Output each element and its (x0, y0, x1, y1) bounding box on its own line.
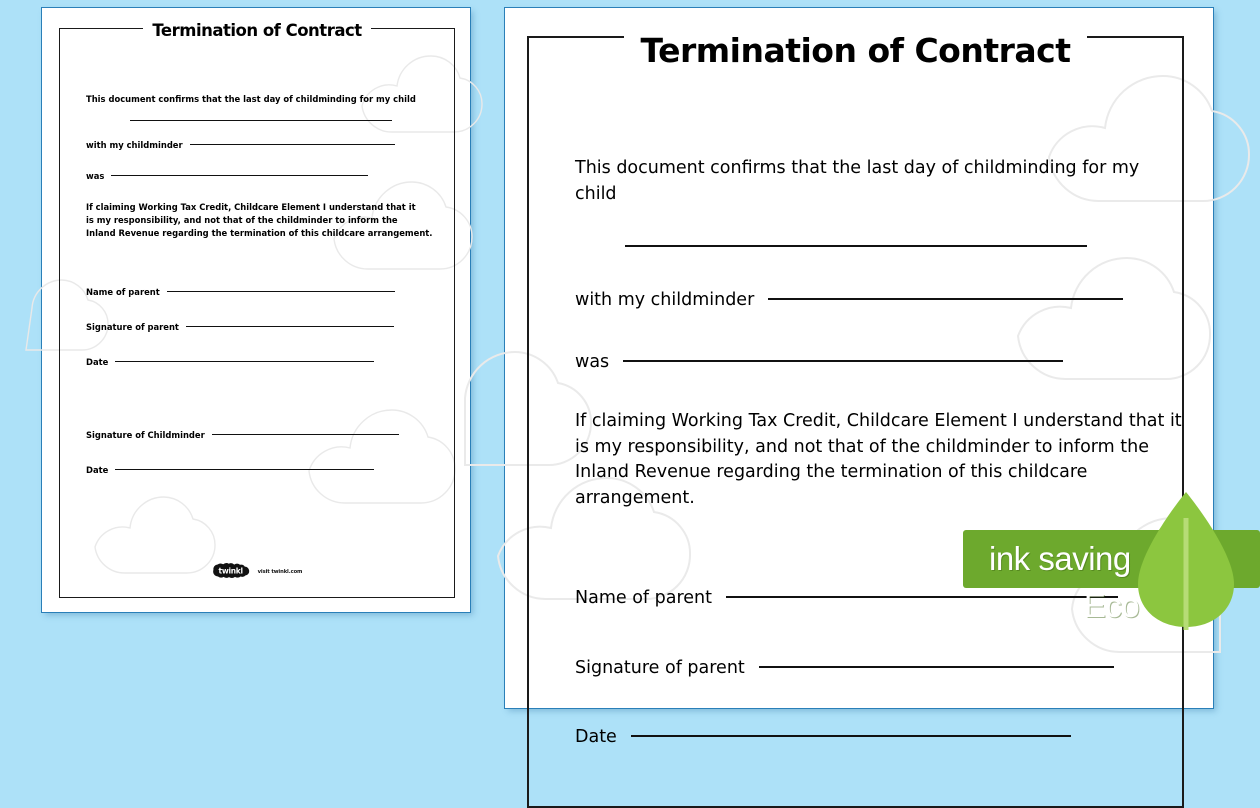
tax-credit-paragraph (86, 201, 446, 240)
field-row-date-childminder (86, 464, 446, 477)
field-row-date-parent (86, 356, 446, 369)
tax-credit-paragraph-line-1: If claiming Working Tax Credit, Childcare Element I understand that it (86, 202, 416, 212)
childminder-label: with my childminder (86, 140, 183, 150)
signature-of-parent-blank-line[interactable] (186, 326, 394, 327)
signature-of-parent-label-zoomed: Signature of parent (575, 657, 745, 678)
lead-paragraph: This document confirms that the last day of childminding for my child (86, 94, 416, 104)
name-of-parent-blank-line[interactable] (167, 291, 395, 292)
twinkl-logo[interactable] (42, 563, 470, 580)
date-parent-label: Date (86, 357, 109, 367)
tax-credit-paragraph-zoomed-line-3: Inland Revenue regarding the termination of this childcare arrangement. (575, 462, 1088, 508)
signature-of-childminder-blank-line[interactable] (212, 434, 399, 435)
parent-signature-block (86, 286, 446, 369)
field-row-was-zoomed (575, 350, 1185, 376)
field-row-signature-of-parent (86, 321, 446, 334)
child-name-blank-line[interactable] (130, 120, 392, 121)
date-parent-blank-line-zoomed[interactable] (631, 735, 1071, 737)
was-label: was (86, 171, 105, 181)
twinkl-cloud-icon (210, 563, 254, 580)
signature-of-childminder-label: Signature of Childminder (86, 430, 205, 440)
date-childminder-blank-line[interactable] (115, 469, 374, 470)
field-row-was (86, 170, 446, 183)
document-page-thumbnail[interactable] (42, 8, 470, 612)
ink-saving-eco-badge[interactable] (963, 530, 1260, 624)
was-blank-line-zoomed[interactable] (623, 360, 1063, 362)
tax-credit-paragraph-zoomed-line-1: If claiming Working Tax Credit, Childcare Element I understand that it (575, 411, 1182, 431)
tax-credit-paragraph-line-3: Inland Revenue regarding the termination of this childcare arrangement. (86, 228, 433, 238)
tax-credit-paragraph-line-2: is my responsibility, and not that of the childminder to inform the (86, 215, 398, 225)
tax-credit-paragraph-zoomed (575, 409, 1185, 511)
name-of-parent-label: Name of parent (86, 287, 160, 297)
lead-paragraph-zoomed: This document confirms that the last day of childminding for my child (575, 158, 1140, 204)
field-row-name-of-parent (86, 286, 446, 299)
twinkl-wordmark: twinkl (218, 566, 243, 576)
childminder-label-zoomed: with my childminder (575, 290, 755, 310)
document-title-bar (59, 21, 455, 39)
childminder-signature-block (86, 429, 446, 477)
field-row-date-parent-zoomed (575, 725, 1185, 751)
field-row-signature-of-childminder (86, 429, 446, 442)
childminder-blank-line[interactable] (190, 144, 395, 145)
document-title-bar-zoomed (527, 30, 1184, 70)
document-content-thumbnail (86, 93, 446, 477)
date-parent-blank-line[interactable] (115, 361, 374, 362)
childminder-blank-line-zoomed[interactable] (768, 298, 1123, 300)
child-name-blank-line-zoomed[interactable] (625, 245, 1087, 247)
page-title: Termination of Contract (143, 21, 370, 40)
page-title-zoomed: Termination of Contract (624, 31, 1086, 70)
was-label-zoomed: was (575, 351, 610, 372)
field-row-childminder (86, 139, 446, 152)
was-blank-line[interactable] (111, 175, 368, 176)
date-childminder-label: Date (86, 465, 109, 475)
tax-credit-paragraph-zoomed-line-2: is my responsibility, and not that of the childminder to inform the (575, 436, 1149, 457)
date-parent-label-zoomed: Date (575, 727, 617, 747)
signature-of-parent-label: Signature of parent (86, 322, 179, 332)
signature-of-parent-blank-line-zoomed[interactable] (759, 666, 1114, 668)
field-row-childminder-zoomed (575, 288, 1185, 314)
eco-label: Eco (1083, 587, 1140, 624)
field-row-signature-of-parent-zoomed (575, 656, 1185, 682)
document-content-zoomed (575, 156, 1185, 751)
name-of-parent-label-zoomed: Name of parent (575, 588, 712, 608)
ink-saving-label: ink saving (989, 540, 1131, 577)
twinkl-visit-url[interactable]: visit twinkl.com (257, 568, 303, 575)
